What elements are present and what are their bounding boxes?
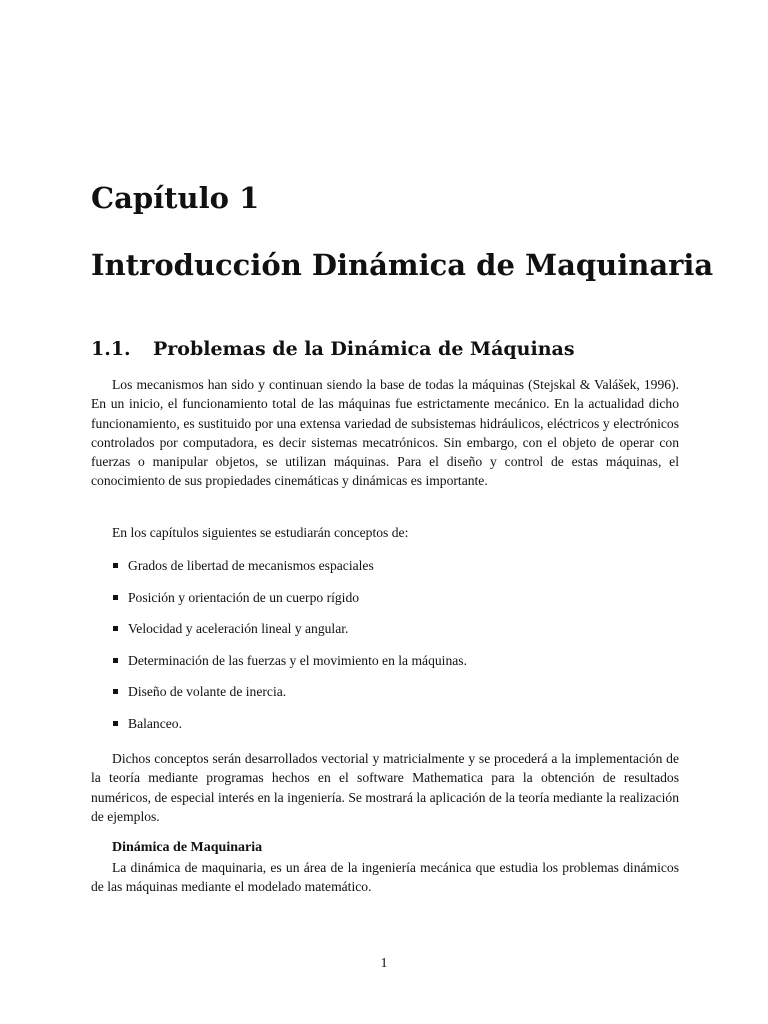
subsection-heading: Dinámica de Maquinaria	[112, 840, 263, 855]
square-bullet-icon	[113, 563, 118, 568]
section-title: Problemas de la Dinámica de Máquinas	[153, 338, 575, 360]
section-heading	[91, 336, 575, 362]
definition-paragraph: La dinámica de maquinaria, es un área de la ingeniería mecánica que estudia los problemas dinámicos de las máquinas mediante el modelado matemático.	[91, 860, 679, 895]
list-item	[112, 714, 467, 746]
square-bullet-icon	[113, 721, 118, 726]
list-item	[112, 556, 467, 588]
concepts-intro-paragraph: En los capítulos siguientes se estudiarán conceptos de:	[112, 525, 409, 540]
square-bullet-icon	[113, 626, 118, 631]
implementation-paragraph: Dichos conceptos serán desarrollados vectorial y matricialmente y se procederá a la implementación de la teoría mediante programas hechos en el software Mathematica para la obtención de resultados numéricos, de especial interés en la ingeniería. Se mostrará la aplicación de la teoría mediante la realización de ejemplos.	[91, 751, 679, 824]
list-item-text: Diseño de volante de inercia.	[128, 684, 287, 700]
square-bullet-icon	[113, 595, 118, 600]
list-item-text: Balanceo.	[128, 715, 182, 731]
section-number: 1.1.	[91, 338, 131, 360]
list-item-text: Velocidad y aceleración lineal y angular.	[128, 621, 349, 637]
square-bullet-icon	[113, 658, 118, 663]
intro-paragraph: Los mecanismos han sido y continuan siendo la base de todas la máquinas (Stejskal & Valášek, 1996). En un inicio, el funcionamiento total de las máquinas fue estrictamente mecánico. En la actualidad dicho funcionamiento, es sustituido por una extensa variedad de subsistemas hidráulicos, eléctricos y electrónicos controlados por computadora, es decir sistemas mecatrónicos. Sin embargo, con el objeto de operar con fuerzas o manipular objetos, se utilizan máquinas. Para el diseño y control de estas máquinas, el conocimiento de sus propiedades cinemáticas y dinámicas es importante.	[91, 377, 679, 489]
list-item	[112, 682, 467, 714]
chapter-title: Introducción Dinámica de Maquinaria	[91, 248, 714, 282]
square-bullet-icon	[113, 689, 118, 694]
list-item	[112, 651, 467, 683]
list-item-text: Determinación de las fuerzas y el movimiento en la máquinas.	[128, 652, 467, 668]
chapter-label: Capítulo 1	[91, 181, 260, 215]
concepts-list	[112, 556, 467, 746]
list-item-text: Grados de libertad de mecanismos espaciales	[128, 558, 374, 573]
list-item	[112, 588, 467, 620]
list-item	[112, 619, 467, 651]
list-item-text: Posición y orientación de un cuerpo rígido	[128, 589, 360, 605]
page-number: 1	[380, 956, 388, 971]
